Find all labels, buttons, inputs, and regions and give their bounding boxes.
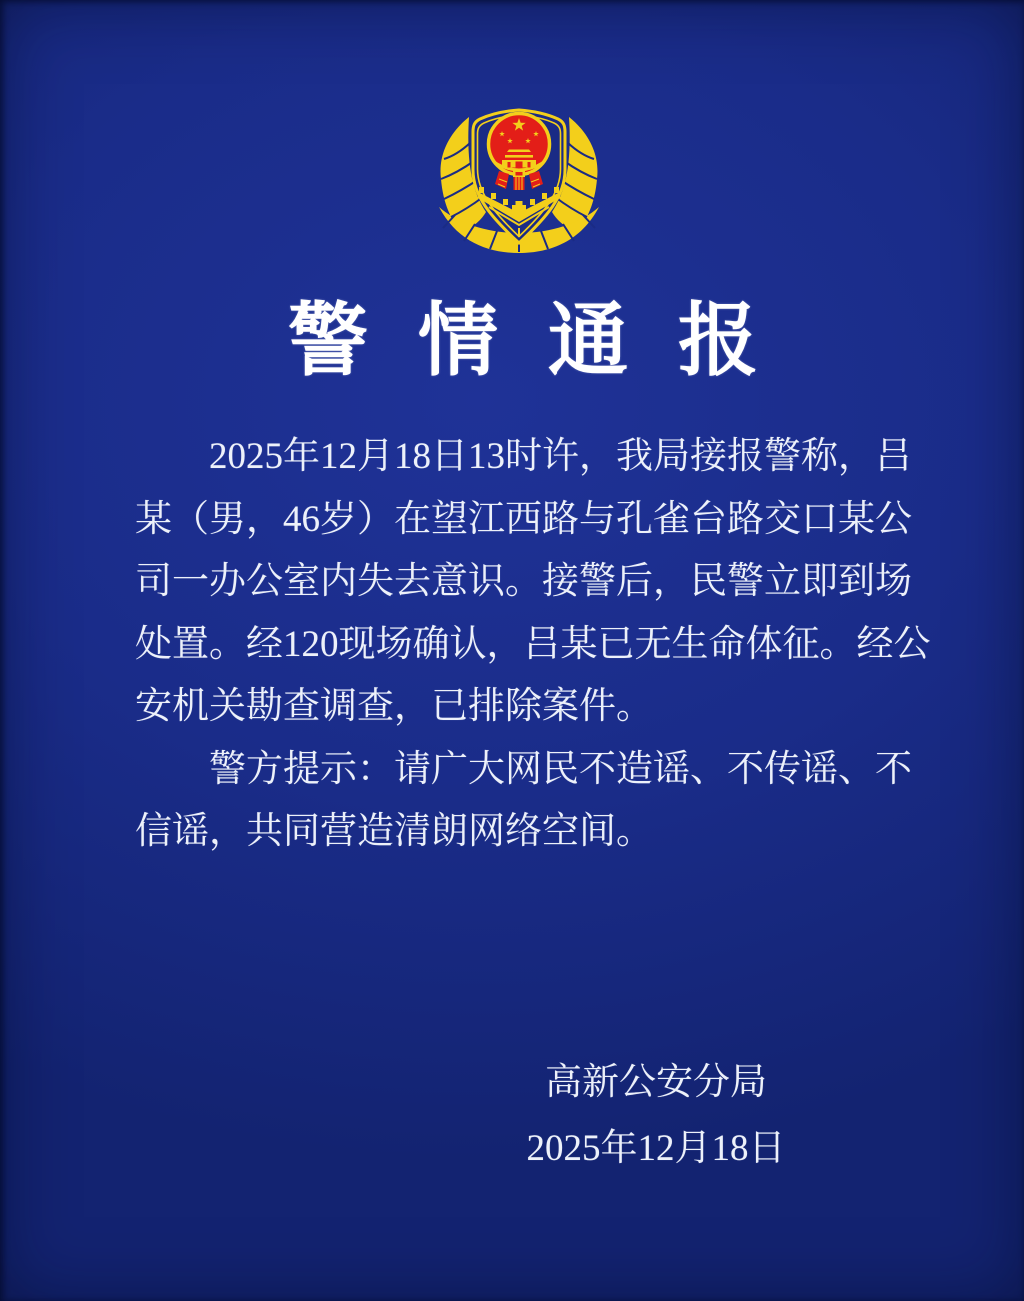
body-line-4: 处置。经120现场确认，吕某已无生命体征。经公 <box>135 623 931 665</box>
issue-date: 2025年12月18日 <box>526 1128 786 1169</box>
body-line-5: 安机关勘查调查，已排除案件。 <box>135 686 653 727</box>
issuing-authority: 高新公安分局 <box>545 1062 767 1103</box>
notice-title: 警情通报 <box>288 298 808 386</box>
notice-body <box>135 426 931 864</box>
body-line-6: 警方提示：请广大网民不造谣、不传谣、不 <box>209 748 912 790</box>
body-line-1: 2025年12月18日13时许，我局接报警称，吕 <box>209 436 912 477</box>
body-line-2: 某（男，46岁）在望江西路与孔雀台路交口某公 <box>135 498 912 540</box>
signature-block <box>527 1050 786 1182</box>
police-badge-icon <box>429 97 609 253</box>
body-line-7: 信谣，共同营造清朗网络空间。 <box>135 811 653 852</box>
body-line-3: 司一办公室内失去意识。接警后，民警立即到场 <box>135 561 912 602</box>
